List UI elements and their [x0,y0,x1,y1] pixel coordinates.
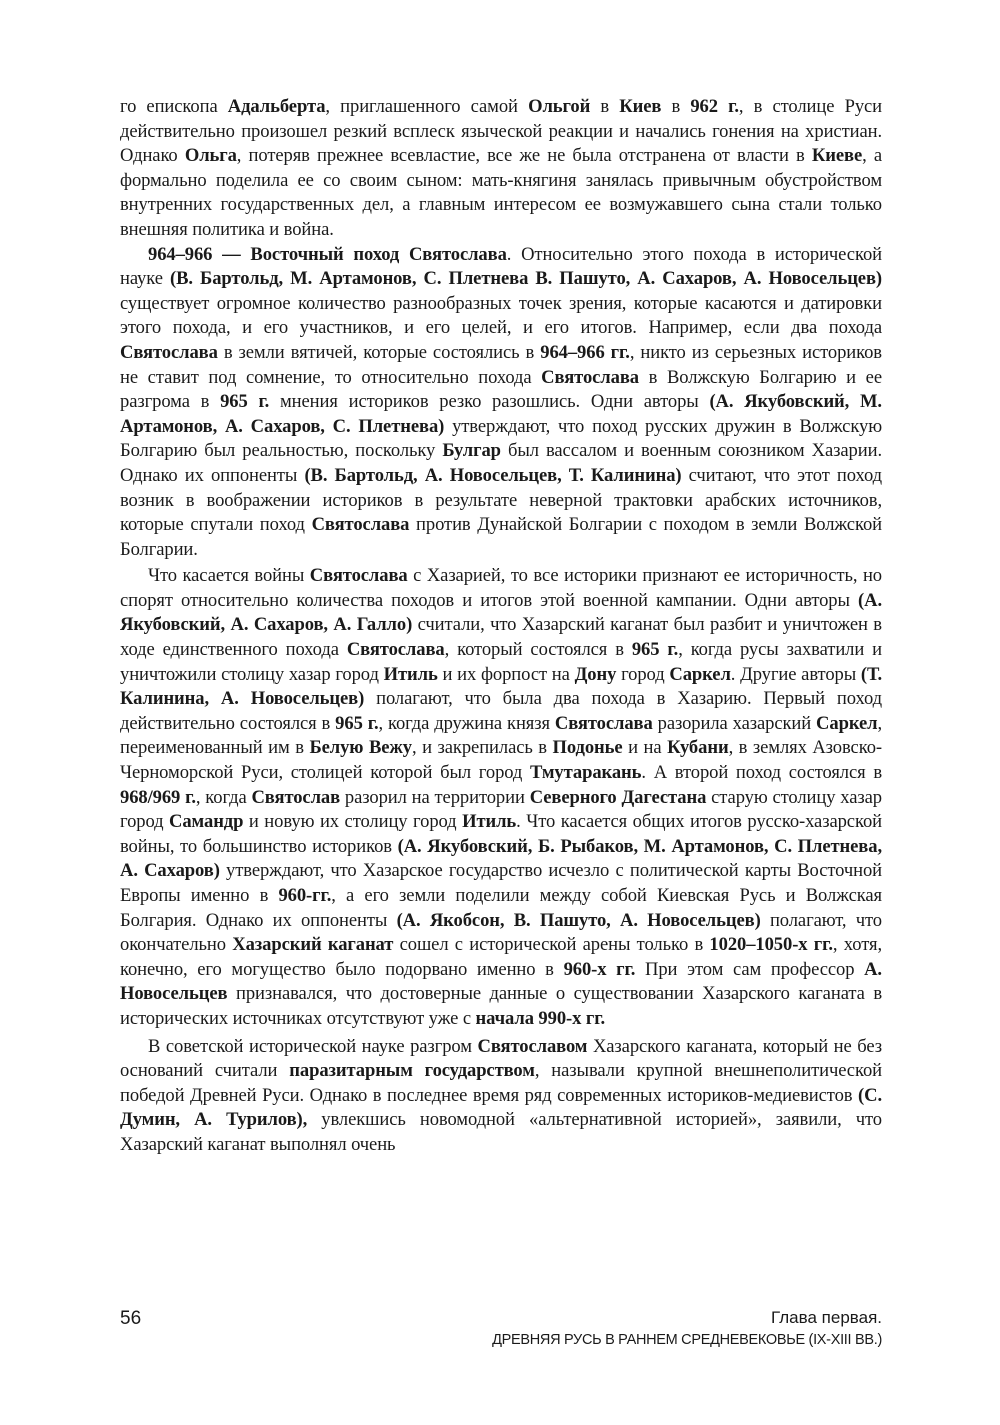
bold-term: (В. Бартольд, М. Артамонов, С. Плетнева В. Пашуто, А. Сахаров, А. Новосельцев) [169,268,882,290]
bold-term: 964–966 — Восточный поход Святослава [148,243,507,265]
bold-term: (С. Думин, А. Турилов), [120,1084,882,1131]
bold-term: (Т. Калинина, А. Новосельцев) [120,663,882,710]
bold-term: 965 г. [631,639,679,661]
bold-term: Подонье [552,737,623,759]
bold-term: Святославом [477,1035,588,1057]
bold-term: Ольгой [528,96,591,117]
bold-term: 964–966 гг. [540,341,630,363]
bold-term: (В. Бартольд, А. Новосельцев, Т. Калинина) [304,464,682,486]
bold-term: Тмутаракань [530,762,642,784]
bold-term: Дону [574,663,617,685]
bold-term: Итиль [383,663,438,685]
bold-term: Киеве [811,145,863,167]
bold-term: (А. Якубовский, М. Артамонов, А. Сахаров, С. Плетнева) [120,391,882,437]
bold-term: Самандр [169,811,244,833]
bold-term: начала 990-х гг. [475,1007,606,1029]
bold-term: Святослава [346,639,445,661]
bold-term: Святослава [311,514,410,536]
bold-term: (А. Якубовский, А. Сахаров, А. Галло) [120,589,882,636]
bold-term: Саркел [816,712,878,734]
bold-term: 965 г. [220,391,270,413]
page-body [120,95,882,1158]
bold-term: Святослав [251,786,341,808]
bold-term: Хазарский каганат [232,934,394,956]
bold-term: 1020–1050-х гг. [709,934,833,956]
bold-term: 968/969 г. [120,786,196,808]
bold-term: (А. Якубовский, Б. Рыбаков, М. Артамонов, С. Плетнева, А. Сахаров) [120,835,882,882]
chapter-subtitle: ДРЕВНЯЯ РУСЬ В РАННЕМ СРЕДНЕВЕКОВЬЕ (IX-XIII ВВ.) [492,1332,882,1348]
bold-term: Северного Дагестана [529,786,707,808]
bold-term: Святослава [120,341,218,363]
bold-term: 962 г. [690,96,739,117]
bold-term: Святослава [554,712,653,734]
bold-term: Ольга [184,145,237,167]
bold-term: 960-гг. [278,885,332,906]
bold-term: 960-х гг. [563,958,636,980]
paragraph-2: 964–966 — Восточный поход Святослава. Относительно этого похода в исторической науке (В. Бартольд, М. Артамонов, С. Плетнева В. Пашуто, А. Сахаров, А. Новосельцев) существует огромное количество разнообразных точек зрения, которые касаются и датировки этого похода, и его участников, и его целей, и его итогов. Например, если два похода Святослава в земли вятичей, которые состоялись в 964–966 гг., никто из серьезных историков не ставит под сомнение, то относительно похода Святослава в Волжскую Болгарию и ее разгрома в 965 г. мнения историков резко разошлись. Одни авторы (А. Якубовский, М. Артамонов, А. Сахаров, С. Плетнева) утверждают, что поход русских дружин в Волжскую Болгарию был реальностью, поскольку Булгар был вассалом и военным союзником Хазарии. Однако их оппоненты (В. Бартольд, А. Новосельцев, Т. Калинина) считают, что этот поход возник в воображении историков в результате неверной трактовки арабских источников, которые спутали поход Святослава против Дунайской Болгарии с походом в земли Волжской Болгарии. [120,243,882,560]
bold-term: Булгар [442,440,501,462]
bold-term: Саркел [669,663,731,685]
bold-term: Святослава [309,565,408,587]
paragraph-1: го епископа Адальберта, приглашенного самой Ольгой в Киев в 962 г., в столице Руси действительно произошел резкий всплеск языческой реакции и начались гонения на христиан. Однако Ольга, потеряв прежнее всевластие, все же не была отстранена от власти в Киеве, а формально поделила ее со своим сыном: мать-княгиня занялась привычным обустройством внутренних государственных дел, а главным интересом ее возмужавшего сына стали только внешняя политика и война. [120,96,883,240]
bold-term: паразитарным государством [289,1060,535,1082]
bold-term: Адальберта [227,96,326,117]
bold-term: Киев [619,96,662,117]
bold-term: (А. Якобсон, В. Пашуто, А. Новосельцев) [396,909,761,931]
chapter-title: Глава первая. [771,1308,882,1327]
bold-term: Белую Вежу [309,737,413,759]
bold-term: Итиль [462,811,517,833]
page-number: 56 [120,1308,142,1329]
bold-term: А. Новосельцев [120,958,882,1005]
paragraph-3: Что касается войны Святослава с Хазарией, то все историки признают ее историчность, но спорят относительно количества походов и итогов этой военной кампании. Одни авторы (А. Якубовский, А. Сахаров, А. Галло) считали, что Хазарский каганат был разбит и уничтожен в ходе единственного похода Святослава, который состоялся в 965 г., когда русы захватили и уничтожили столицу хазар город Итиль и их форпост на Дону город Саркел. Другие авторы (Т. Калинина, А. Новосельцев) полагают, что была два похода в Хазарию. Первый поход действительно состоялся в 965 г., когда дружина князя Святослава разорила хазарский Саркел, переименованный им в Белую Вежу, и закрепилась в Подонье и на Кубани, в землях Азовско-Черноморской Руси, столицей которой был город Тмутаракань. А второй поход состоялся в 968/969 г., когда Святослав разорил на территории Северного Дагестана старую столицу хазар город Самандр и новую их столицу город Итиль. Что касается общих итогов русско-хазарской войны, то большинство историков (А. Якубовский, Б. Рыбаков, М. Артамонов, С. Плетнева, А. Сахаров) утверждают, что Хазарское государство исчезло с политической карты Восточной Европы именно в 960-гг., а его земли поделили между собой Киевская Русь и Волжская Болгария. Однако их оппоненты (А. Якобсон, В. Пашуто, А. Новосельцев) полагают, что окончательно Хазарский каганат сошел с исторической арены только в 1020–1050-х гг., хотя, конечно, его могущество было подорвано именно в 960-х гг. При этом сам профессор А. Новосельцев признавался, что достоверные данные о существовании Хазарского каганата в исторических источниках отсутствуют уже с начала 990-х гг. [120,565,883,1029]
bold-term: Кубани [667,737,729,759]
bold-term: Святослава [541,366,639,388]
paragraph-4: В советской исторической науке разгром Святославом Хазарского каганата, который не без оснований считали паразитарным государством, называли крупной внешнеполитической победой Древней Руси. Однако в последнее время ряд современных историков-медиевистов (С. Думин, А. Турилов), увлекшись новомодной «альтернативной историей», заявили, что Хазарский каганат выполнял очень [120,1035,883,1155]
bold-term: 965 г. [335,712,379,734]
